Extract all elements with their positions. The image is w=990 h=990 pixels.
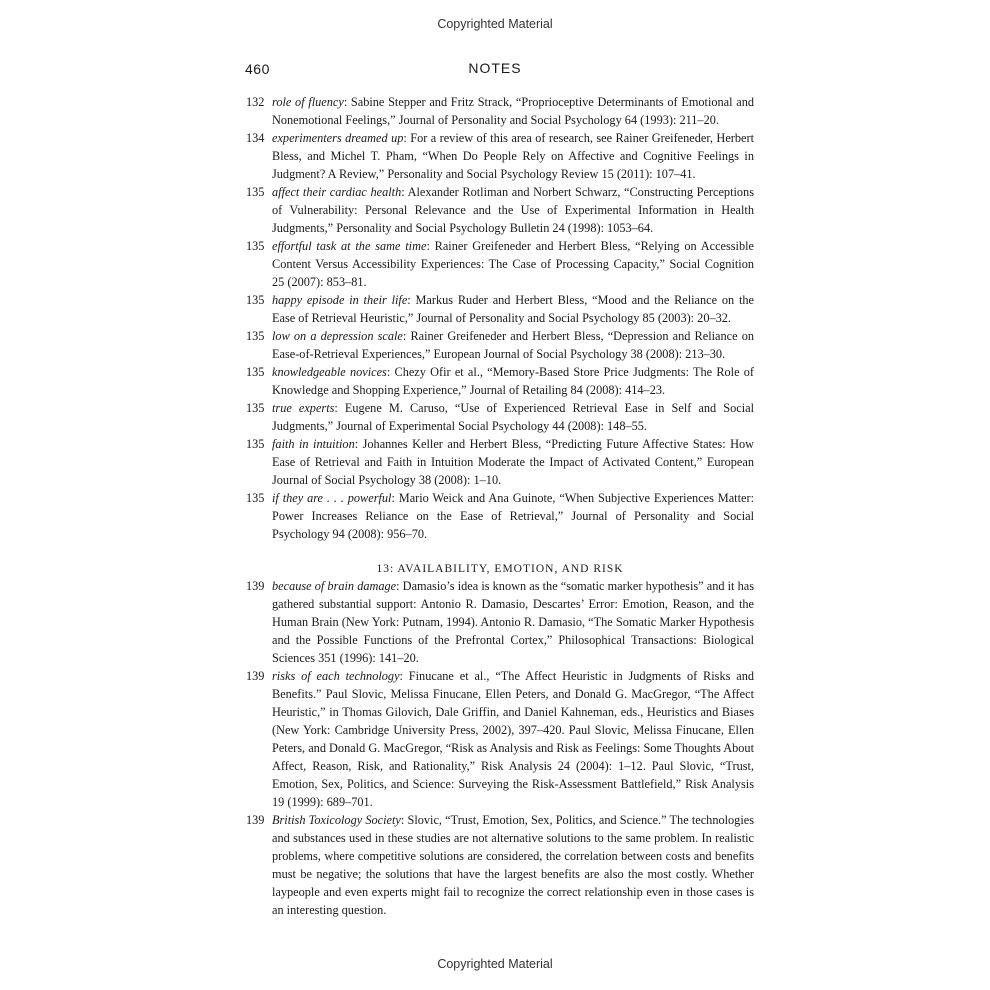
note-page-ref: 132 bbox=[246, 95, 265, 109]
note-page-ref: 135 bbox=[246, 401, 265, 415]
page-number: 460 bbox=[245, 61, 270, 77]
note-text: : Damasio’s idea is known as the “somatic marker hypothesis” and it has gathered substantial support: Antonio R. Damasio, Descartes’ Error: Emotion, Reason, and the Human Brain (New York: Putnam, 1994). Antonio R. Damasio, “The Somatic Marker Hypothesis and the Possible Functions of the Prefrontal Cortex,” Philosophical Transactions: Biological Sciences 351 (1996): 141–20. bbox=[272, 579, 754, 665]
note-entry bbox=[246, 435, 754, 489]
note-entry bbox=[246, 667, 754, 811]
note-page-ref: 135 bbox=[246, 239, 265, 253]
note-page-ref: 139 bbox=[246, 579, 265, 593]
notes-list-chapter-12 bbox=[246, 93, 754, 543]
note-text: : Slovic, “Trust, Emotion, Sex, Politics, and Science.” The technologies and substances used in these studies are not alternative solutions to the same problem. In realistic problems, where competitive solutions are considered, the correlation between costs and benefits must be negative; the solutions that have the largest benefits are also the most costly. Whether laypeople and even experts might fail to recognize the correct relationship even in those cases is an interesting question. bbox=[272, 813, 754, 917]
note-entry bbox=[246, 811, 754, 919]
note-page-ref: 135 bbox=[246, 437, 265, 451]
note-entry bbox=[246, 363, 754, 399]
note-keyword: risks of each technology bbox=[272, 669, 400, 683]
note-page-ref: 134 bbox=[246, 131, 265, 145]
note-entry bbox=[246, 291, 754, 327]
note-entry bbox=[246, 399, 754, 435]
note-keyword: affect their cardiac health bbox=[272, 185, 402, 199]
note-keyword: because of brain damage bbox=[272, 579, 397, 593]
note-text: : Markus Ruder and Herbert Bless, “Mood and the Reliance on the Ease of Retrieval Heuristic,” Journal of Personality and Social Psychology 85 (2003): 20–32. bbox=[272, 293, 754, 325]
note-page-ref: 135 bbox=[246, 329, 265, 343]
note-entry bbox=[246, 237, 754, 291]
note-page-ref: 135 bbox=[246, 293, 265, 307]
note-entry bbox=[246, 129, 754, 183]
note-text: : Chezy Ofir et al., “Memory-Based Store Price Judgments: The Role of Knowledge and Shopping Experience,” Journal of Retailing 84 (2008): 414–23. bbox=[272, 365, 754, 397]
note-text: : Mario Weick and Ana Guinote, “When Subjective Experiences Matter: Power Increases Reliance on the Ease of Retrieval,” Journal of Personality and Social Psychology 94 (2008): 956–70. bbox=[272, 491, 754, 541]
note-entry bbox=[246, 183, 754, 237]
note-text: : Alexander Rotliman and Norbert Schwarz, “Constructing Perceptions of Vulnerability: Personal Relevance and the Use of Experimental Information in Health Judgments,” Personality and Social Psychology Bulletin 24 (1998): 1053–64. bbox=[272, 185, 754, 235]
copyright-watermark-top: Copyrighted Material bbox=[437, 17, 553, 31]
note-keyword: faith in intuition bbox=[272, 437, 355, 451]
note-text: : Eugene M. Caruso, “Use of Experienced Retrieval Ease in Self and Social Judgments,” Journal of Experimental Social Psychology 44 (2008): 148–55. bbox=[272, 401, 754, 433]
note-entry bbox=[246, 93, 754, 129]
note-text: : Rainer Greifeneder and Herbert Bless, “Relying on Accessible Content Versus Accessibility Experiences: The Case of Processing Capacity,” Social Cognition 25 (2007): 853–81. bbox=[272, 239, 754, 289]
note-page-ref: 139 bbox=[246, 813, 265, 827]
copyright-watermark-bottom: Copyrighted Material bbox=[437, 957, 553, 971]
note-entry bbox=[246, 577, 754, 667]
chapter-section-title: 13: AVAILABILITY, EMOTION, AND RISK bbox=[376, 563, 624, 575]
note-keyword: happy episode in their life bbox=[272, 293, 408, 307]
note-keyword: effortful task at the same time bbox=[272, 239, 427, 253]
note-text: : Rainer Greifeneder and Herbert Bless, “Depression and Reliance on Ease-of-Retrieval Experiences,” European Journal of Social Psychology 38 (2008): 213–30. bbox=[272, 329, 754, 361]
note-text: : Sabine Stepper and Fritz Strack, “Proprioceptive Determinants of Emotional and Nonemotional Feelings,” Journal of Personality and Social Psychology 64 (1993): 211–20. bbox=[272, 95, 754, 127]
note-text: : Johannes Keller and Herbert Bless, “Predicting Future Affective States: How Ease of Retrieval and Faith in Intuition Moderate the Impact of Activated Content,” European Journal of Social Psychology 38 (2008): 1–10. bbox=[272, 437, 755, 487]
note-page-ref: 139 bbox=[246, 669, 265, 683]
note-keyword: role of fluency bbox=[272, 95, 344, 109]
notes-list-chapter-13 bbox=[246, 577, 754, 919]
note-keyword: British Toxicology Society bbox=[272, 813, 401, 827]
note-text: : For a review of this area of research, see Rainer Greifeneder, Herbert Bless, and Michel T. Pham, “When Do People Rely on Affective and Cognitive Feelings in Judgment? A Review,” Personality and Social Psychology Review 15 (2011): 107–41. bbox=[272, 131, 754, 181]
running-head: NOTES bbox=[468, 60, 522, 76]
note-keyword: if they are . . . powerful bbox=[272, 491, 392, 505]
note-page-ref: 135 bbox=[246, 185, 265, 199]
note-keyword: knowledgeable novices bbox=[272, 365, 387, 379]
note-page-ref: 135 bbox=[246, 365, 265, 379]
note-keyword: low on a depression scale bbox=[272, 329, 403, 343]
note-text: : Finucane et al., “The Affect Heuristic in Judgments of Risks and Benefits.” Paul Slovic, Melissa Finucane, Ellen Peters, and Donald G. MacGregor, “The Affect Heuristic,” in Thomas Gilovich, Dale Griffin, and Daniel Kahneman, eds., Heuristics and Biases (New York: Cambridge University Press, 2002), 397–420. Paul Slovic, Melissa Finucane, Ellen Peters, and Donald G. MacGregor, “Risk as Analysis and Risk as Feelings: Some Thoughts About Affect, Reason, Risk, and Rationality,” Risk Analysis 24 (2004): 1–12. Paul Slovic, “Trust, Emotion, Sex, Politics, and Science: Surveying the Risk-Assessment Battlefield,” Risk Analysis 19 (1999): 689–701. bbox=[272, 669, 754, 809]
note-entry bbox=[246, 327, 754, 363]
note-entry bbox=[246, 489, 754, 543]
note-keyword: experimenters dreamed up bbox=[272, 131, 404, 145]
note-page-ref: 135 bbox=[246, 491, 265, 505]
note-keyword: true experts bbox=[272, 401, 335, 415]
